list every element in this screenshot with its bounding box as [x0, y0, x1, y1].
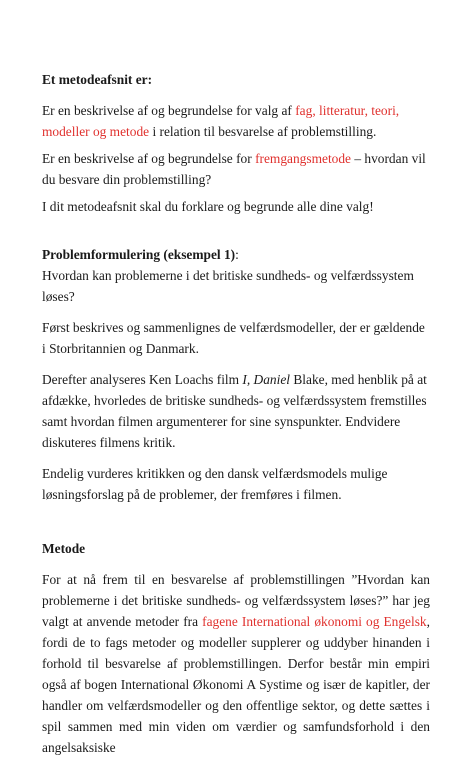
problem-question: Hvordan kan problemerne i det britiske sundheds- og velfærdssystem løses?	[42, 268, 414, 304]
p2-highlight: fremgangsmetode	[255, 151, 351, 166]
p7-text-a: For at nå frem til en besvarelse af problemstillingen ”Hvordan kan problemerne i det britiske sundheds- og velfærdssystem løses?” har jeg valgt at anvende metoder fra	[42, 572, 430, 629]
paragraph-1	[42, 100, 430, 142]
p5-text-b: Blake, med henblik på at afdække, hvorledes de britiske sundheds- og velfærdssystem fremstilles samt hvordan filmen argumenterer for sine synspunkter. Endvidere diskuteres filmens kritik.	[42, 372, 427, 450]
heading2-colon: :	[235, 247, 239, 262]
paragraph-7	[42, 569, 430, 758]
p1-text-a: Er en beskrivelse af og begrundelse for valg af	[42, 103, 296, 118]
p2-text-c: – hvordan vil du besvare din problemstilling?	[42, 151, 426, 187]
heading-metode: Metode	[42, 541, 86, 556]
p1-highlight: fag, litteratur, teori, modeller og metode	[42, 103, 400, 139]
paragraph-3: I dit metodeafsnit skal du forklare og begrunde alle dine valg!	[42, 199, 374, 214]
p7-highlight: fagene International økonomi og Engelsk	[202, 614, 427, 629]
paragraph-6: Endelig vurderes kritikken og den dansk velfærdsmodels mulige løsningsforslag på de problemer, der fremføres i filmen.	[42, 466, 388, 502]
p2-text-a: Er en beskrivelse af og begrundelse for	[42, 151, 256, 166]
p1-text-c: i relation til besvarelse af problemstilling.	[149, 124, 377, 139]
heading-problemformulering	[42, 244, 430, 265]
p5-text-a: Derefter analyseres Ken Loachs film	[42, 372, 243, 387]
paragraph-2	[42, 148, 430, 190]
heading2-text: Problemformulering (eksempel 1)	[42, 247, 236, 262]
paragraph-4: Først beskrives og sammenlignes de velfærdsmodeller, der er gældende i Storbritannien og Danmark.	[42, 320, 425, 356]
heading-metodeafsnit: Et metodeafsnit er:	[42, 72, 153, 87]
p7-text-c: , fordi de to fags metoder og modeller supplerer og uddyber hinanden i forhold til besvarelse af problemstillingen. Derfor består min empiri også af bogen International Økonomi A Systime og især de kapitler, der handler om velfærdsmodeller og den offentlige sektor, og dette sættes i spil sammen med min viden om værdier og samfundsforhold i den angelsaksiske	[42, 614, 430, 755]
p5-film-title: I, Daniel	[242, 372, 291, 387]
paragraph-5	[42, 369, 430, 453]
